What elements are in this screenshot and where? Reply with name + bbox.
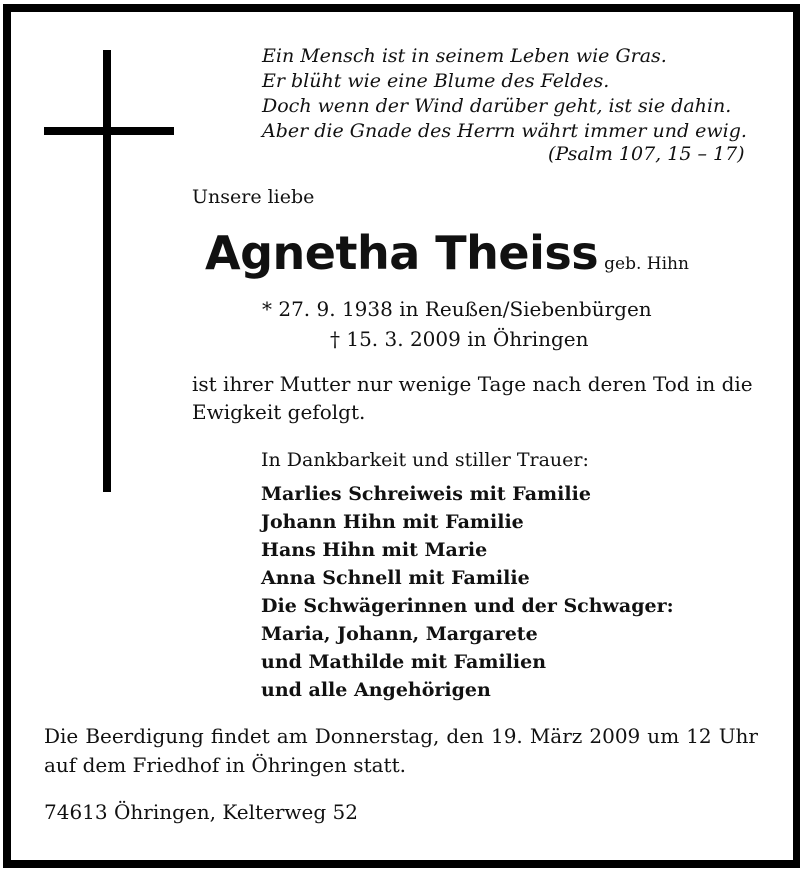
psalm-line: Ein Mensch ist in seinem Leben wie Gras. [262, 45, 667, 67]
mourner-item: Maria, Johann, Margarete [261, 623, 538, 645]
address: 74613 Öhringen, Kelterweg 52 [44, 800, 358, 824]
birth-date: * 27. 9. 1938 in Reußen/Siebenbürgen [262, 297, 652, 321]
death-date: † 15. 3. 2009 in Öhringen [330, 327, 589, 351]
psalm-line: Doch wenn der Wind darüber geht, ist sie dahin. [262, 95, 732, 117]
psalm-line: Aber die Gnade des Herrn währt immer und ewig. [262, 120, 747, 142]
mourner-item: Hans Hihn mit Marie [261, 539, 488, 561]
cross-horizontal-bar [44, 127, 174, 135]
funeral-notice: Die Beerdigung findet am Donnerstag, den 19. März 2009 um 12 Uhr auf dem Friedhof in Öhringen statt. [44, 724, 758, 777]
mourner-item: Marlies Schreiweis mit Familie [261, 483, 591, 505]
mourner-item: Johann Hihn mit Familie [261, 511, 524, 533]
mourner-item: Die Schwägerinnen und der Schwager: [261, 595, 674, 617]
thanks-line: In Dankbarkeit und stiller Trauer: [261, 449, 589, 471]
mourner-item: und Mathilde mit Familien [261, 651, 547, 673]
deceased-name: Agnetha Theiss [205, 226, 599, 280]
cross-vertical-bar [103, 50, 111, 492]
mourners-list [261, 480, 674, 704]
maiden-name: geb. Hihn [604, 254, 689, 274]
mourner-item: und alle Angehörigen [261, 679, 491, 701]
psalm-line: Er blüht wie eine Blume des Feldes. [262, 70, 610, 92]
deceased-name-row [205, 226, 689, 280]
psalm-quote [262, 44, 762, 144]
psalm-reference: (Psalm 107, 15 – 17) [548, 143, 745, 165]
follow-text: ist ihrer Mutter nur wenige Tage nach deren Tod in die Ewigkeit gefolgt. [192, 372, 753, 424]
intro-text: Unsere liebe [192, 186, 315, 208]
mourner-item: Anna Schnell mit Familie [261, 567, 530, 589]
